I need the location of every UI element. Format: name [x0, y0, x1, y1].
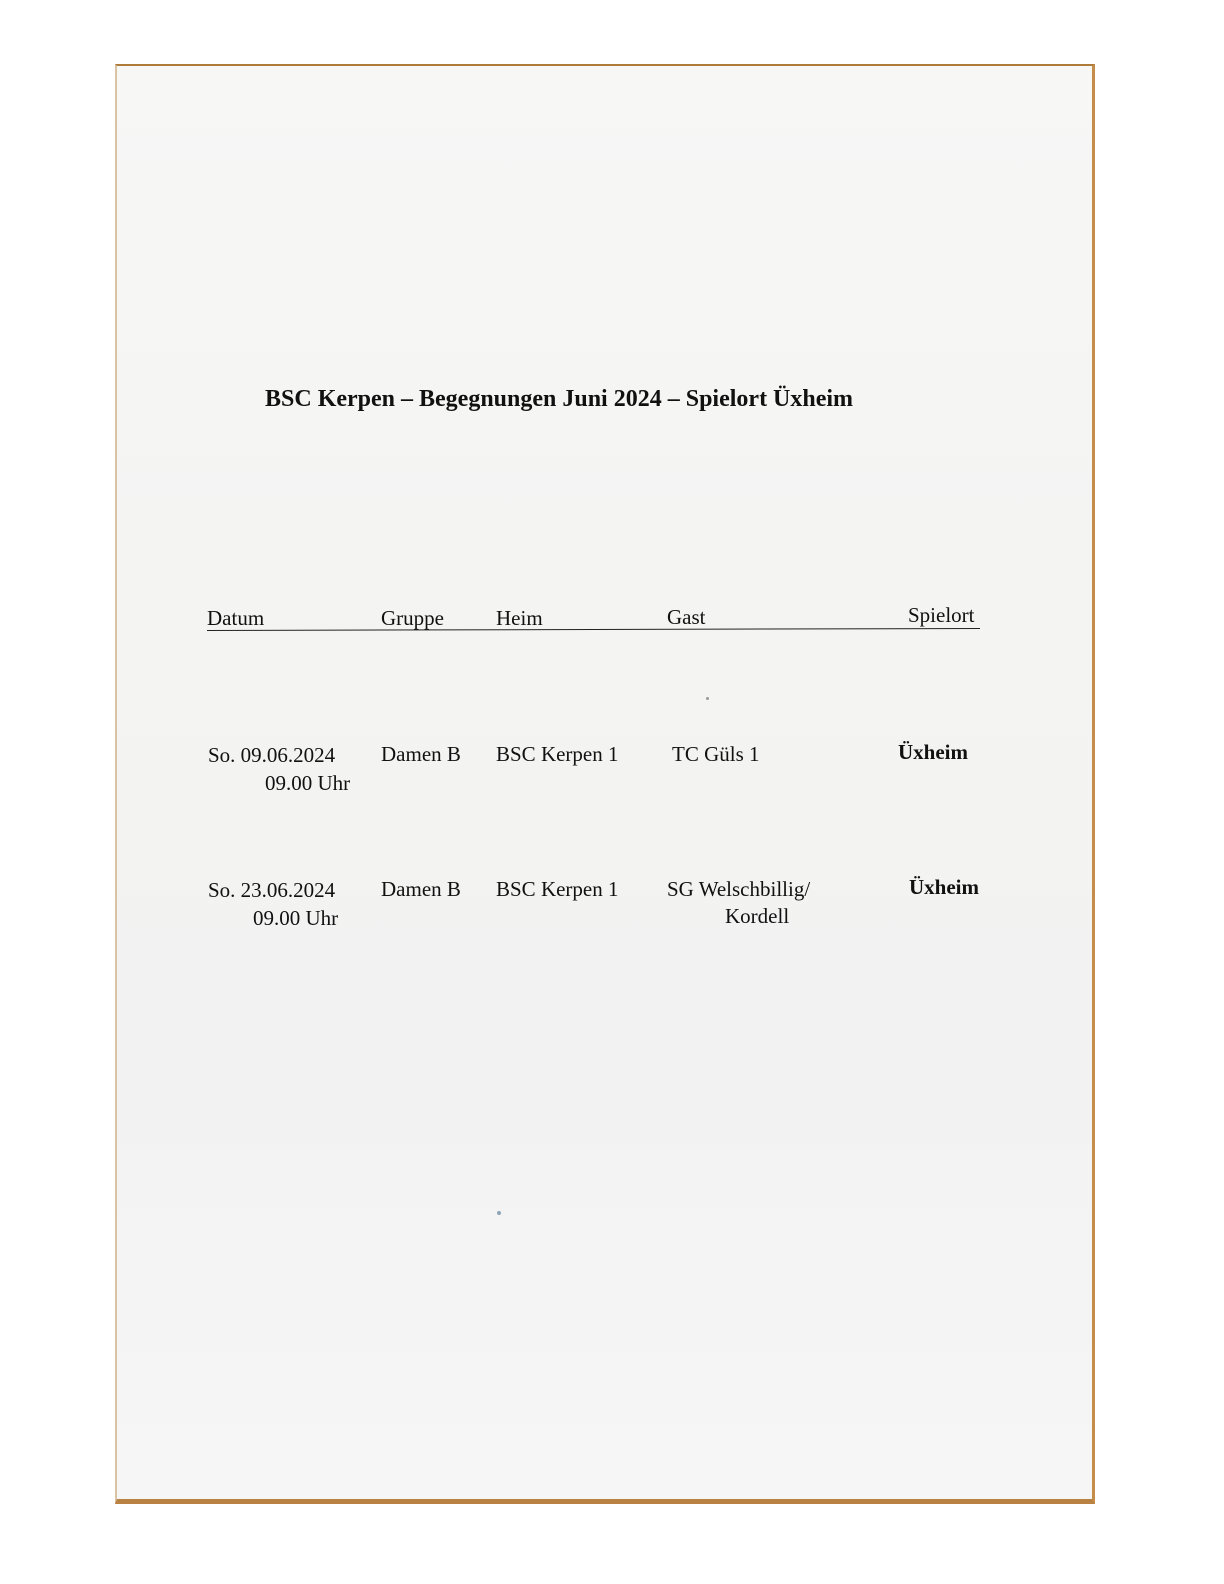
row-heim: BSC Kerpen 1	[496, 877, 619, 901]
row-date: So. 09.06.2024	[208, 743, 336, 767]
document-title: BSC Kerpen – Begegnungen Juni 2024 – Spielort Üxheim	[265, 386, 854, 412]
row-gruppe: Damen B	[381, 877, 461, 901]
header-heim: Heim	[496, 606, 543, 630]
row-date: So. 23.06.2024	[208, 878, 336, 902]
header-gruppe: Gruppe	[381, 606, 444, 630]
header-datum: Datum	[207, 606, 265, 630]
paper-sheet	[115, 64, 1095, 1504]
row-time: 09.00 Uhr	[253, 906, 339, 930]
row-gast: SG Welschbillig/	[667, 877, 811, 901]
row-time: 09.00 Uhr	[265, 771, 351, 795]
header-spielort: Spielort	[908, 603, 975, 627]
header-gast: Gast	[667, 605, 706, 629]
row-gruppe: Damen B	[381, 742, 461, 766]
row-gast-line2: Kordell	[725, 904, 790, 928]
row-gast: TC Güls 1	[672, 742, 760, 766]
header-underline	[207, 628, 980, 631]
row-spielort: Üxheim	[909, 875, 979, 899]
row-heim: BSC Kerpen 1	[496, 742, 619, 766]
paper-speck	[497, 1211, 501, 1215]
paper-speck	[706, 697, 709, 700]
row-spielort: Üxheim	[898, 740, 968, 764]
